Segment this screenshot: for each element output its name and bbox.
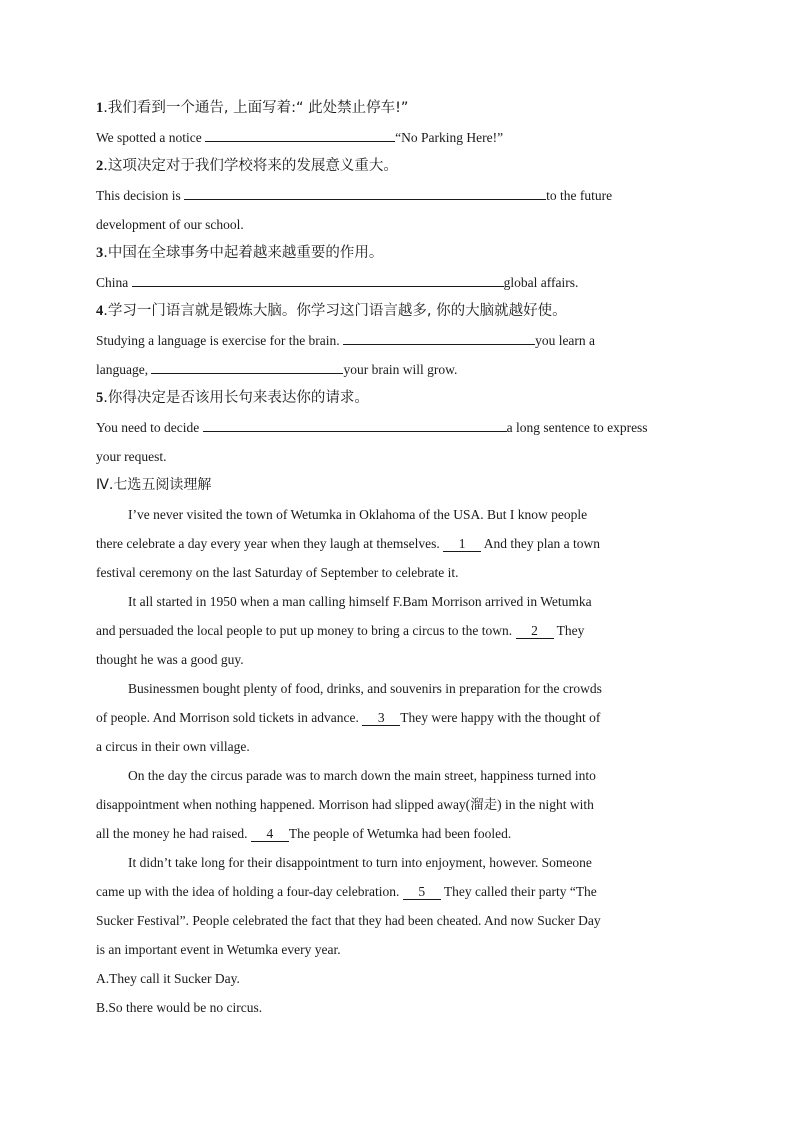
chinese-prompt: .中国在全球事务中起着越来越重要的作用。 bbox=[103, 245, 384, 261]
gap-5-blank[interactable]: 5 bbox=[403, 884, 441, 900]
passage-line bbox=[96, 877, 696, 906]
passage-line: On the day the circus parade was to march down the main street, happiness turned into bbox=[128, 768, 596, 783]
english-text: language, bbox=[96, 362, 152, 377]
english-text: China bbox=[96, 275, 132, 290]
question-2-english-cont: development of our school. bbox=[96, 217, 244, 232]
passage-line: It didn’t take long for their disappointment to turn into enjoyment, however. Someone bbox=[128, 855, 592, 870]
question-1-chinese bbox=[96, 94, 696, 123]
question-number: 4 bbox=[96, 303, 104, 319]
answer-blank[interactable] bbox=[132, 270, 504, 287]
question-3-english bbox=[96, 268, 696, 297]
question-number: 2 bbox=[96, 158, 104, 174]
passage-line bbox=[96, 529, 696, 558]
passage-line bbox=[96, 819, 696, 848]
passage-line: festival ceremony on the last Saturday of September to celebrate it. bbox=[96, 565, 459, 580]
question-5-chinese bbox=[96, 384, 696, 413]
passage-line: It all started in 1950 when a man calling himself F.Bam Morrison arrived in Wetumka bbox=[128, 594, 592, 609]
answer-blank[interactable] bbox=[203, 415, 507, 432]
passage-line: thought he was a good guy. bbox=[96, 652, 244, 667]
answer-blank[interactable] bbox=[343, 328, 535, 345]
question-number: 5 bbox=[96, 390, 104, 406]
option-a: A.They call it Sucker Day. bbox=[96, 971, 240, 986]
chinese-prompt: .学习一门语言就是锻炼大脑。你学习这门语言越多, 你的大脑就越好使。 bbox=[103, 303, 567, 319]
option-b: B.So there would be no circus. bbox=[96, 1000, 263, 1015]
question-number: 3 bbox=[96, 245, 104, 261]
passage-line: I’ve never visited the town of Wetumka in Oklahoma of the USA. But I know people bbox=[128, 507, 588, 522]
question-1-english bbox=[96, 123, 696, 152]
passage-line: Businessmen bought plenty of food, drinks, and souvenirs in preparation for the crowds bbox=[128, 681, 602, 696]
english-text: This decision is bbox=[96, 188, 185, 203]
answer-blank[interactable] bbox=[151, 357, 343, 374]
passage-text: came up with the idea of holding a four-day celebration. bbox=[96, 884, 403, 899]
question-5-english-cont: your request. bbox=[96, 449, 167, 464]
gap-1-blank[interactable]: 1 bbox=[443, 536, 481, 552]
chinese-prompt: .这项决定对于我们学校将来的发展意义重大。 bbox=[103, 158, 398, 174]
question-5-english bbox=[96, 413, 696, 442]
passage-text: They bbox=[553, 623, 585, 638]
gap-2-blank[interactable]: 2 bbox=[516, 623, 554, 639]
english-text: your brain will grow. bbox=[343, 362, 458, 377]
passage-text: The people of Wetumka had been fooled. bbox=[288, 826, 512, 841]
passage-text: there celebrate a day every year when they laugh at themselves. bbox=[96, 536, 444, 551]
passage-line bbox=[96, 703, 696, 732]
passage-line bbox=[96, 616, 696, 645]
question-4-english bbox=[96, 326, 696, 355]
question-3-chinese bbox=[96, 239, 696, 268]
english-text: Studying a language is exercise for the brain. bbox=[96, 333, 344, 348]
english-text: a long sentence to express bbox=[506, 420, 648, 435]
chinese-prompt: .我们看到一个通告, 上面写着:“ 此处禁止停车!” bbox=[103, 100, 409, 116]
passage-text: And they plan a town bbox=[481, 536, 600, 551]
gap-4-blank[interactable]: 4 bbox=[251, 826, 289, 842]
passage-line: disappointment when nothing happened. Morrison had slipped away(溜走) in the night with bbox=[96, 797, 594, 812]
question-4-chinese bbox=[96, 297, 696, 326]
worksheet-page bbox=[96, 94, 696, 1022]
passage-text: of people. And Morrison sold tickets in advance. bbox=[96, 710, 363, 725]
english-text: to the future bbox=[546, 188, 613, 203]
english-text: “No Parking Here!” bbox=[395, 130, 504, 145]
passage-text: They were happy with the thought of bbox=[400, 710, 601, 725]
english-text: you learn a bbox=[535, 333, 596, 348]
english-text: You need to decide bbox=[96, 420, 203, 435]
passage-text: They called their party “The bbox=[440, 884, 597, 899]
passage-line: Sucker Festival”. People celebrated the fact that they had been cheated. And now Sucker Day bbox=[96, 913, 601, 928]
gap-3-blank[interactable]: 3 bbox=[362, 710, 400, 726]
passage-text: and persuaded the local people to put up money to bring a circus to the town. bbox=[96, 623, 516, 638]
passage-line: a circus in their own village. bbox=[96, 739, 250, 754]
passage-line: is an important event in Wetumka every year. bbox=[96, 942, 341, 957]
question-number: 1 bbox=[96, 100, 104, 116]
chinese-prompt: .你得决定是否该用长句来表达你的请求。 bbox=[103, 390, 369, 406]
question-4-english-cont bbox=[96, 355, 696, 384]
passage-text: all the money he had raised. bbox=[96, 826, 251, 841]
question-2-english bbox=[96, 181, 696, 210]
answer-blank[interactable] bbox=[184, 183, 546, 200]
answer-blank[interactable] bbox=[205, 125, 395, 142]
question-2-chinese bbox=[96, 152, 696, 181]
section-title: Ⅳ.七选五阅读理解 bbox=[96, 477, 212, 493]
english-text: We spotted a notice bbox=[96, 130, 206, 145]
english-text: global affairs. bbox=[503, 275, 579, 290]
